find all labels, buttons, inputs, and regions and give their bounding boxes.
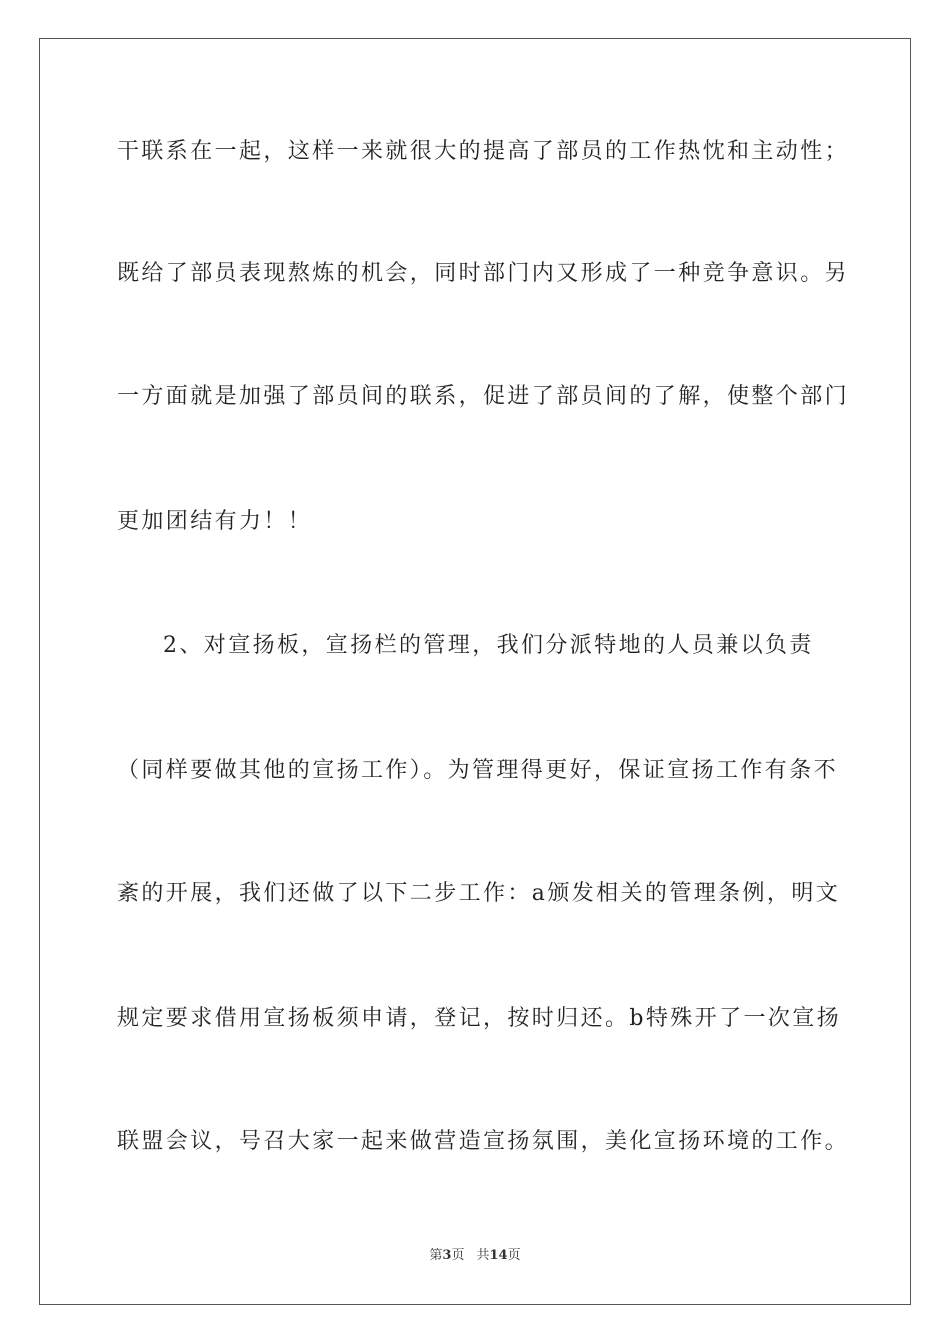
footer-total-pages: 14 [489,1248,508,1263]
footer-page-prefix: 第 [429,1248,443,1263]
paragraph-line-3: 一方面就是加强了部员间的联系，促进了部员间的了解，使整个部门 [117,384,850,409]
paragraph-2-line-3: 紊的开展，我们还做了以下二步工作：a颁发相关的管理条例，明文 [117,881,841,906]
page-border [39,38,911,1305]
paragraph-2-line-5: 联盟会议，号召大家一起来做营造宣扬氛围，美化宣扬环境的工作。 [117,1129,850,1154]
paragraph-line-1: 干联系在一起，这样一来就很大的提高了部员的工作热忱和主动性； [117,139,850,164]
footer-page-suffix: 页 [451,1248,465,1263]
paragraph-line-4: 更加团结有力！！ [117,509,313,534]
paragraph-line-2: 既给了部员表现熬炼的机会，同时部门内又形成了一种竞争意识。另 [117,261,850,286]
paragraph-2-line-2: （同样要做其他的宣扬工作）。为管理得更好，保证宣扬工作有条不 [117,758,839,783]
paragraph-2-line-1: 2、对宣扬板，宣扬栏的管理，我们分派特地的人员兼以负责 [163,633,814,658]
footer-total-prefix: 共 [476,1248,490,1263]
paragraph-2-line-4: 规定要求借用宣扬板须申请，登记，按时归还。b特殊开了一次宣扬 [117,1006,842,1031]
page-footer [0,1247,950,1265]
footer-total-suffix: 页 [507,1248,521,1263]
footer-page-number: 3 [442,1248,452,1263]
